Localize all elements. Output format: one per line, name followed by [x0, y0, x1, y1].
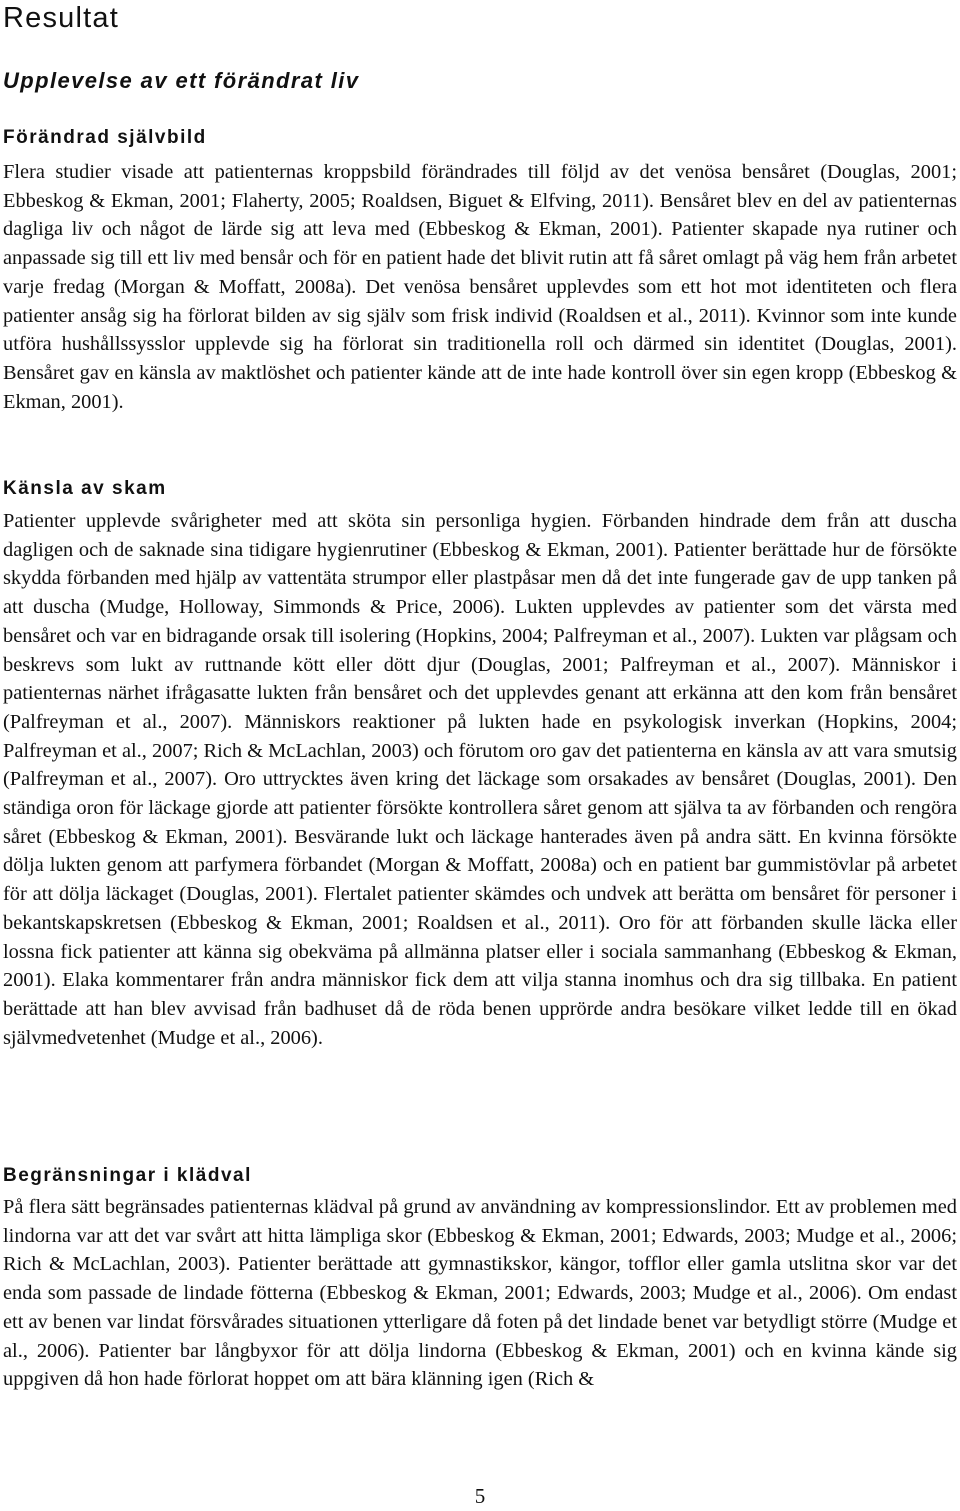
- subsection-heading-kladval: Begränsningar i klädval: [3, 1165, 252, 1186]
- subsection-heading-sjalvbild: Förändrad självbild: [3, 127, 207, 148]
- paragraph-kladval: På flera sätt begränsades patienternas klädval på grund av användning av kompressionslindor. Ett av problemen med lindorna var att det var svårt att hitta lämpliga skor (Ebbeskog & Ekman, 2001; Edwards, 2003; Mudge et al., 2006; Rich & McLachlan, 2003). Patienter berättade att gymnastikskor, kängor, tofflor eller gamla utslitna skor var det enda som passade de lindade fötterna (Ebbeskog & Ekman, 2001; Edwards, 2003; Mudge et al., 2006). Om endast ett av benen var lindat försvårades situationen ytterligare då foten på det lindade benet var betydligt större (Mudge et al., 2006). Patienter bar långbyxor för att dölja lindorna (Ebbeskog & Ekman, 2001) och en kvinna kände sig uppgiven då hon hade förlorat hoppet om att bära klänning igen (Rich &: [3, 1196, 957, 1391]
- page-number: 5: [474, 1484, 486, 1508]
- section-title: Upplevelse av ett förändrat liv: [3, 68, 360, 93]
- subsection-heading-skam: Känsla av skam: [3, 478, 167, 499]
- page-title: Resultat: [3, 2, 119, 34]
- paragraph-sjalvbild: Flera studier visade att patienternas kroppsbild förändrades till följd av det venösa bensåret (Douglas, 2001; Ebbeskog & Ekman, 2001; Flaherty, 2005; Roaldsen, Biguet & Elfving, 2011). Bensåret blev en del av patienternas dagliga liv och något de lärde sig att leva med (Ebbeskog & Ekman, 2001). Patienter skapade nya rutiner och anpassade sig till ett liv med bensår och för en patient hade det blivit rutin att få såret omlagt på väg hem från arbetet varje fredag (Morgan & Moffatt, 2008a). Det venösa bensåret upplevdes som ett hot mot identiteten och flera patienter ansåg sig ha förlorat bilden av sig själv som frisk individ (Roaldsen et al., 2011). Kvinnor som inte kunde utföra hushållssysslor upplevde sig ha förlorat sin traditionella roll och därmed sin identitet (Douglas, 2001). Bensåret gav en känsla av maktlöshet och patienter kände att de inte hade kontroll över sin egen kropp (Ebbeskog & Ekman, 2001).: [3, 161, 957, 413]
- paragraph-skam: Patienter upplevde svårigheter med att sköta sin personliga hygien. Förbanden hindrade dem från att duscha dagligen och de saknade sina tidigare hygienrutiner (Ebbeskog & Ekman, 2001). Patienter berättade hur de försökte skydda förbanden med hjälp av vattentäta strumpor eller plastpåsar men då det inte fungerade gav de upp tanken på att duscha (Mudge, Holloway, Simmonds & Price, 2006). Lukten upplevdes av patienter som det värsta med bensåret och var en bidragande orsak till isolering (Hopkins, 2004; Palfreyman et al., 2007). Lukten var plågsam och beskrevs som lukt av ruttnande kött eller dött djur (Douglas, 2001; Palfreyman et al., 2007). Människor i patienternas närhet ifrågasatte lukten från bensåret och det upplevdes genant att erkänna att den kom från bensåret (Palfreyman et al., 2007). Människors reaktioner på lukten hade en psykologisk inverkan (Hopkins, 2004; Palfreyman et al., 2007; Rich & McLachlan, 2003) och förutom oro gav det patienterna en känsla av att vara smutsig (Palfreyman et al., 2007). Oro uttrycktes även kring det läckage som orsakades av bensåret (Douglas, 2001). Den ständiga oron för läckage gjorde att patienter försökte kontrollera såret genom att själva ta av förbanden och rengöra såret (Ebbeskog & Ekman, 2001). Besvärande lukt och läckage hanterades även på andra sätt. En kvinna försökte dölja lukten genom att parfymera förbandet (Morgan & Moffatt, 2008a) och en patient bar gummistövlar på arbetet för att dölja läckaget (Douglas, 2001). Flertalet patienter skämdes och undvek att berätta om bensåret för personer i bekantskapskretsen (Ebbeskog & Ekman, 2001; Roaldsen et al., 2011). Oro för att förbanden skulle läcka eller lossna fick patienter att känna sig obekväma på allmänna platser eller i sociala sammanhang (Ebbeskog & Ekman, 2001). Elaka kommentarer från andra människor fick dem att vilja stanna inomhus och dra sig tillbaka. En patient berättade att han blev avvisad från badhuset då de röda benen upprörde andra besökare vilket ledde till en ökad självmedvetenhet (Mudge et al., 2006).: [3, 510, 957, 1049]
